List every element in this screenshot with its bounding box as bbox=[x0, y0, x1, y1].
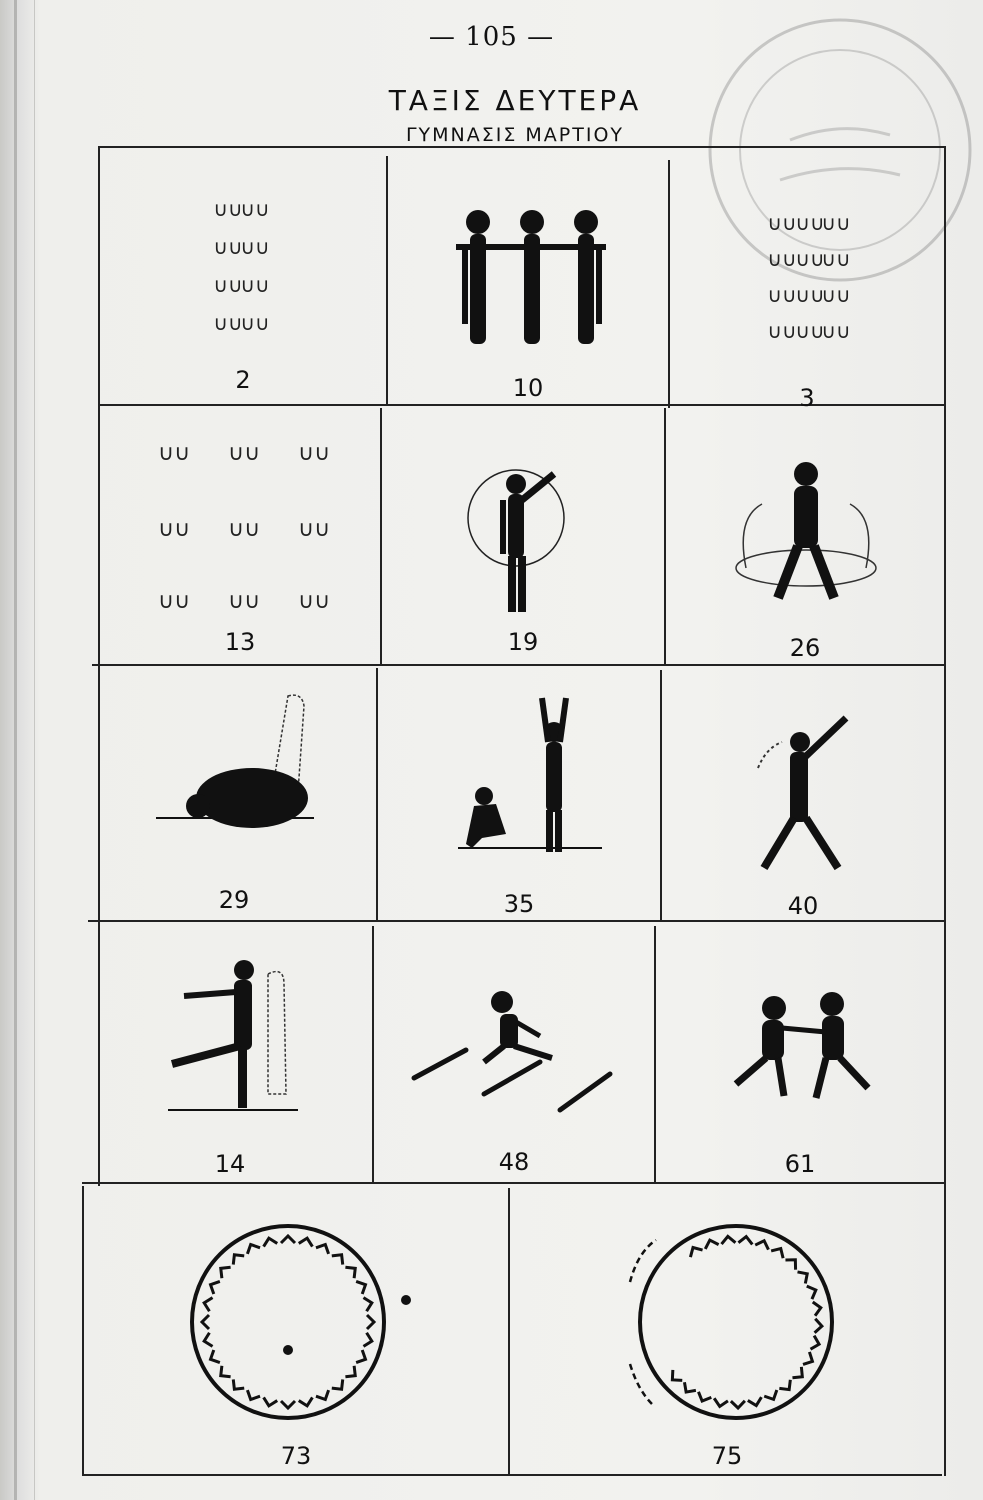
formation-marker bbox=[244, 1390, 260, 1402]
formation-marker bbox=[299, 1397, 314, 1407]
formation-marker bbox=[203, 1333, 213, 1348]
leg-swing-figure-icon bbox=[88, 924, 372, 1182]
formation-3x4-icon bbox=[670, 148, 944, 404]
figure-number: 13 bbox=[224, 628, 256, 656]
page-number: — 105 — bbox=[428, 22, 555, 52]
formation-marker bbox=[229, 1250, 244, 1264]
formation-marker bbox=[356, 1350, 368, 1366]
page-title: ΤΑΞΙΣ ΔΕΥΤΕΡΑ bbox=[388, 84, 642, 117]
figure-number: 35 bbox=[503, 890, 535, 918]
figure-number: 29 bbox=[218, 886, 250, 914]
figure-number: 48 bbox=[498, 1148, 530, 1176]
formation-marker bbox=[281, 1236, 295, 1243]
formation-marker bbox=[764, 1390, 780, 1402]
svg-text:∪∪: ∪∪ bbox=[297, 589, 331, 614]
formation-marker bbox=[332, 1250, 347, 1264]
binding-line bbox=[34, 0, 35, 1500]
formation-marker bbox=[202, 1315, 209, 1329]
svg-text:∪∪: ∪∪ bbox=[240, 311, 270, 335]
hurdle-jump-child-icon bbox=[374, 926, 654, 1182]
svg-text:∪∪: ∪∪ bbox=[297, 517, 331, 542]
exercise-cell bbox=[670, 148, 944, 412]
svg-text:∪∪: ∪∪ bbox=[213, 311, 243, 335]
formation-3x3-icon bbox=[100, 408, 380, 664]
svg-text:∪∪: ∪∪ bbox=[767, 247, 797, 271]
formation-marker bbox=[332, 1379, 347, 1393]
formation-marker bbox=[696, 1392, 712, 1404]
formation-marker bbox=[785, 1255, 800, 1270]
formation-marker bbox=[687, 1244, 703, 1257]
svg-text:∪∪: ∪∪ bbox=[795, 319, 825, 343]
formation-marker bbox=[203, 1296, 213, 1311]
formation-marker bbox=[367, 1315, 374, 1329]
figure-number: 75 bbox=[711, 1442, 743, 1470]
svg-text:∪∪: ∪∪ bbox=[821, 283, 851, 307]
svg-text:∪∪: ∪∪ bbox=[795, 247, 825, 271]
formation-marker bbox=[262, 1397, 277, 1407]
formation-marker bbox=[792, 1367, 806, 1382]
svg-text:∪∪: ∪∪ bbox=[240, 197, 270, 221]
circle-formation-with-arrows-icon bbox=[510, 1186, 944, 1474]
formation-marker bbox=[345, 1263, 359, 1278]
formation-marker bbox=[755, 1238, 771, 1249]
figure-number: 19 bbox=[507, 628, 539, 656]
crouch-and-stand-figure-icon bbox=[92, 666, 376, 920]
figure-number: 61 bbox=[784, 1150, 816, 1178]
svg-text:∪∪: ∪∪ bbox=[821, 247, 851, 271]
formation-marker bbox=[216, 1263, 230, 1278]
svg-text:∪∪: ∪∪ bbox=[227, 517, 261, 542]
squat-and-stretch-figures-icon bbox=[378, 668, 660, 920]
two-children-wrestling-icon bbox=[656, 928, 944, 1182]
svg-text:∪∪: ∪∪ bbox=[767, 319, 797, 343]
figure-number: 40 bbox=[787, 892, 819, 920]
figure-number: 3 bbox=[799, 384, 815, 412]
formation-marker bbox=[738, 1236, 753, 1245]
svg-text:∪∪: ∪∪ bbox=[227, 441, 261, 466]
exercise-cell bbox=[510, 1186, 944, 1474]
svg-text:∪∪: ∪∪ bbox=[213, 235, 243, 259]
formation-marker bbox=[363, 1333, 373, 1348]
formation-marker bbox=[721, 1236, 736, 1244]
formation-marker bbox=[748, 1397, 763, 1407]
svg-text:∪∪: ∪∪ bbox=[157, 589, 191, 614]
formation-marker bbox=[244, 1241, 260, 1253]
formation-marker bbox=[713, 1398, 728, 1408]
exercise-grid bbox=[88, 146, 948, 1478]
svg-text:∪∪: ∪∪ bbox=[767, 211, 797, 235]
exercise-cell bbox=[88, 924, 372, 1182]
svg-text:∪∪: ∪∪ bbox=[297, 441, 331, 466]
figure-number: 26 bbox=[789, 634, 821, 662]
formation-marker bbox=[207, 1350, 219, 1366]
svg-text:∪∪: ∪∪ bbox=[795, 283, 825, 307]
formation-marker bbox=[356, 1278, 368, 1294]
exercise-cell bbox=[662, 672, 944, 922]
svg-text:∪∪: ∪∪ bbox=[821, 319, 851, 343]
exercise-cell bbox=[388, 148, 668, 404]
svg-text:∪∪: ∪∪ bbox=[157, 441, 191, 466]
formation-marker bbox=[731, 1401, 745, 1408]
svg-text:∪∪: ∪∪ bbox=[227, 589, 261, 614]
svg-text:∪∪: ∪∪ bbox=[240, 273, 270, 297]
exercise-cell bbox=[666, 408, 944, 664]
formation-marker bbox=[807, 1284, 819, 1300]
formation-marker bbox=[703, 1238, 718, 1249]
formation-marker bbox=[680, 1382, 695, 1396]
svg-text:∪∪: ∪∪ bbox=[821, 211, 851, 235]
exercise-cell bbox=[378, 668, 660, 920]
formation-marker bbox=[345, 1366, 359, 1381]
svg-text:∪∪: ∪∪ bbox=[795, 211, 825, 235]
formation-marker bbox=[668, 1370, 683, 1385]
svg-text:∪∪: ∪∪ bbox=[240, 235, 270, 259]
exercise-cell bbox=[92, 666, 376, 920]
formation-marker bbox=[316, 1241, 332, 1253]
svg-text:∪∪: ∪∪ bbox=[213, 197, 243, 221]
exercise-cell bbox=[100, 408, 380, 664]
formation-marker bbox=[262, 1237, 277, 1247]
formation-marker bbox=[813, 1301, 822, 1316]
formation-marker bbox=[771, 1245, 787, 1258]
figure-number: 73 bbox=[280, 1442, 312, 1470]
formation-marker bbox=[810, 1336, 820, 1351]
formation-marker bbox=[363, 1296, 373, 1311]
formation-marker bbox=[281, 1401, 295, 1408]
svg-text:∪∪: ∪∪ bbox=[767, 283, 797, 307]
exercise-cell bbox=[382, 408, 664, 664]
arm-circle-figure-icon bbox=[382, 408, 664, 664]
formation-marker bbox=[779, 1380, 794, 1394]
formation-marker bbox=[299, 1237, 314, 1247]
figure-number: 2 bbox=[235, 366, 251, 394]
svg-text:∪∪: ∪∪ bbox=[213, 273, 243, 297]
svg-text:∪∪: ∪∪ bbox=[157, 517, 191, 542]
page-subtitle: ΓΥΜΝΑΣΙΣ ΜΑΡΤΙΟΥ bbox=[405, 124, 625, 146]
formation-marker bbox=[815, 1319, 823, 1333]
exercise-cell bbox=[84, 1186, 508, 1474]
three-figures-holding-hands-icon bbox=[388, 148, 668, 404]
figure-number: 10 bbox=[512, 374, 544, 402]
formation-marker bbox=[207, 1278, 219, 1294]
figure-hip-rotation-icon bbox=[666, 408, 944, 664]
circle-formation-icon bbox=[84, 1186, 508, 1474]
formation-marker bbox=[798, 1268, 812, 1284]
formation-marker bbox=[316, 1390, 332, 1402]
formation-marker bbox=[229, 1379, 244, 1393]
binding-edge bbox=[14, 0, 17, 1500]
exercise-cell bbox=[100, 148, 386, 404]
formation-marker bbox=[216, 1366, 230, 1381]
exercise-cell bbox=[656, 928, 944, 1182]
figure-number: 14 bbox=[214, 1150, 246, 1178]
exercise-cell bbox=[374, 926, 654, 1182]
formation-marker bbox=[803, 1352, 816, 1368]
side-bend-figure-icon bbox=[662, 672, 944, 922]
